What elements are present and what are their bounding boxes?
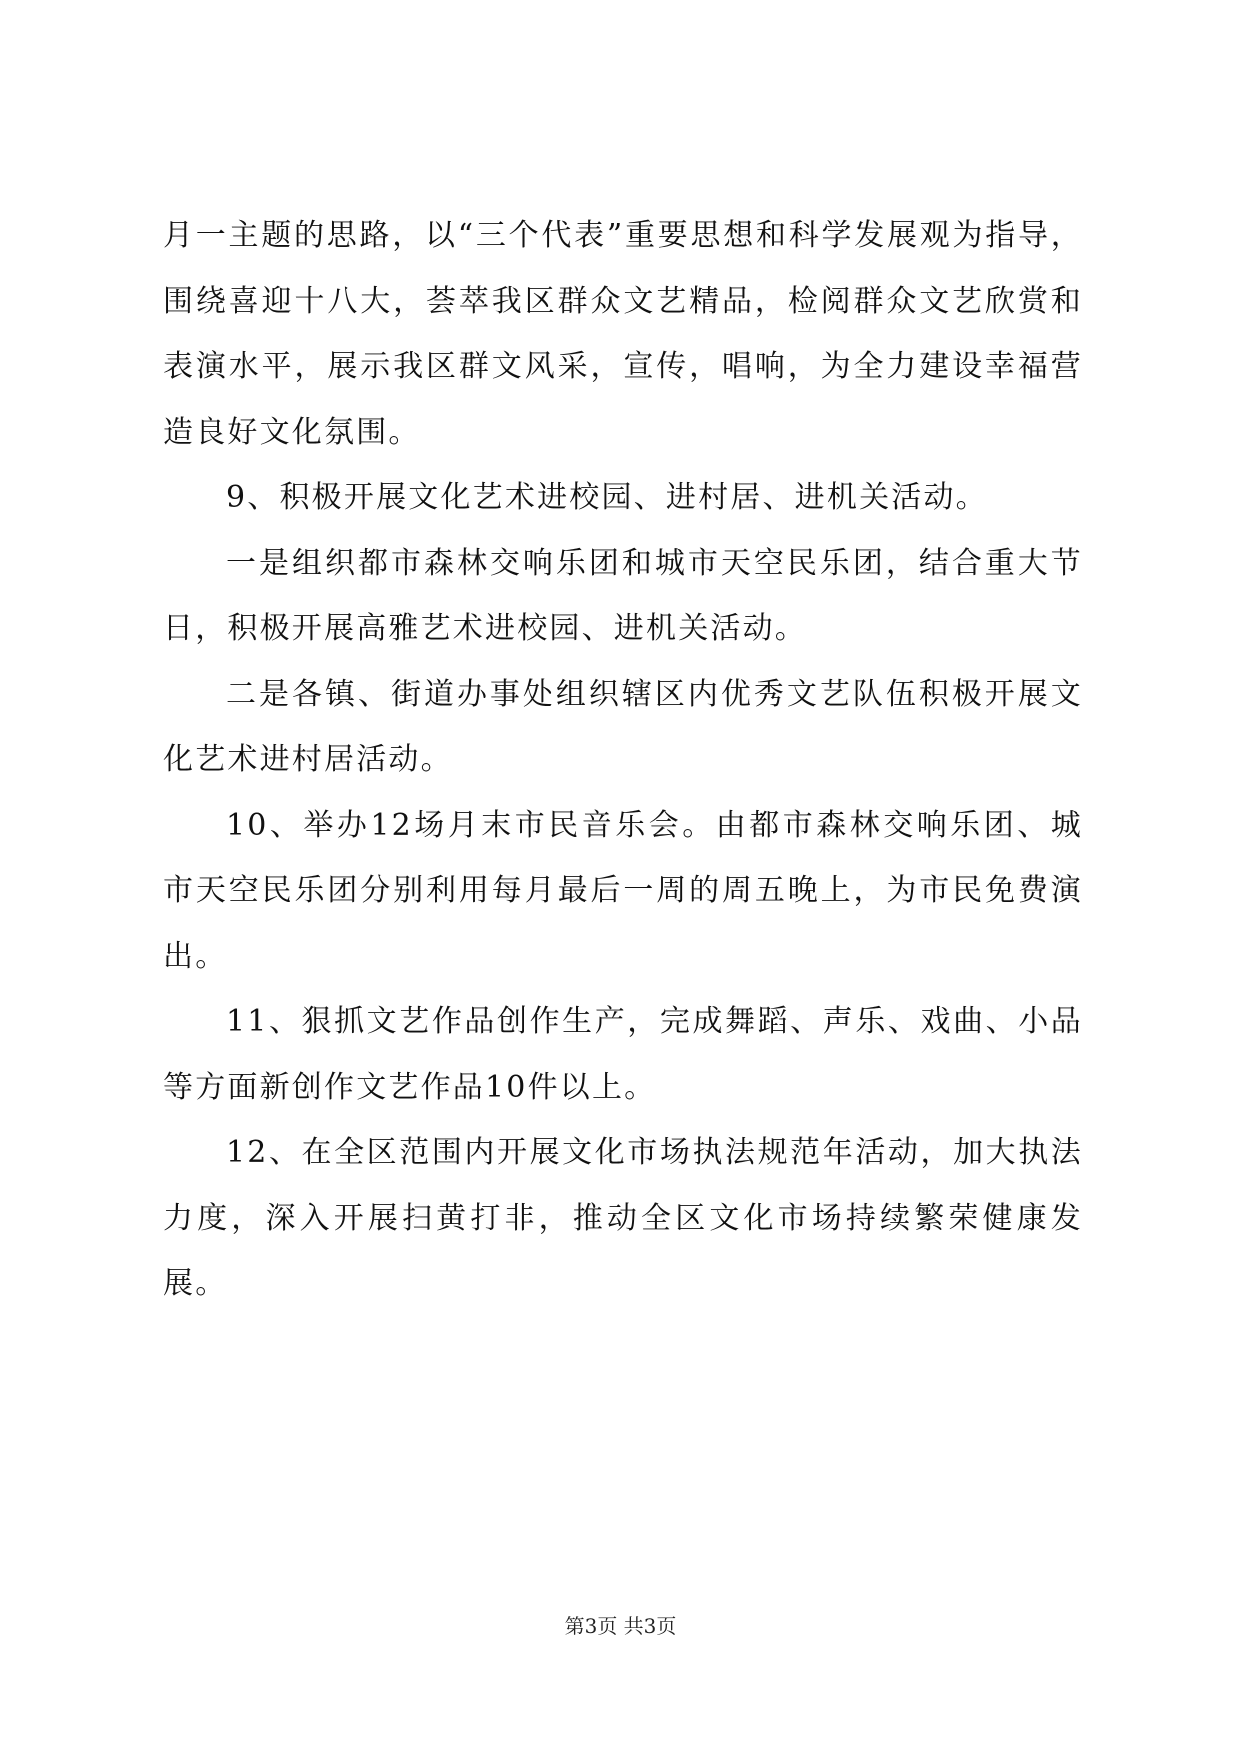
paragraph-item-9: 9、积极开展文化艺术进校园、进村居、进机关活动。 [226, 480, 988, 515]
paragraph-item-9-part-2: 二是各镇、街道办事处组织辖区内优秀文艺队伍积极开展文化艺术进村居活动。 [163, 676, 1083, 777]
paragraph-item-10: 10、举办12场月末市民音乐会。由都市森林交响乐团、城市天空民乐团分别利用每月最后一周的周五晚上，为市民免费演出。 [163, 807, 1083, 974]
document-body [163, 203, 1083, 1317]
paragraph-item-11: 11、狠抓文艺作品创作生产，完成舞蹈、声乐、戏曲、小品等方面新创作文艺作品10件以上。 [163, 1004, 1083, 1105]
paragraph-continuation: 月一主题的思路，以“三个代表”重要思想和科学发展观为指导，围绕喜迎十八大，荟萃我区群众文艺精品，检阅群众文艺欣赏和表演水平，展示我区群文风采，宣传，唱响，为全力建设幸福营造良好文化氛围。 [163, 218, 1083, 450]
paragraph-item-12: 12、在全区范围内开展文化市场执法规范年活动，加大执法力度，深入开展扫黄打非，推动全区文化市场持续繁荣健康发展。 [163, 1135, 1083, 1301]
paragraph-item-9-part-1: 一是组织都市森林交响乐团和城市天空民乐团，结合重大节日，积极开展高雅艺术进校园、进机关活动。 [163, 545, 1083, 646]
page-number-footer: 第3页 共3页 [564, 1614, 677, 1638]
